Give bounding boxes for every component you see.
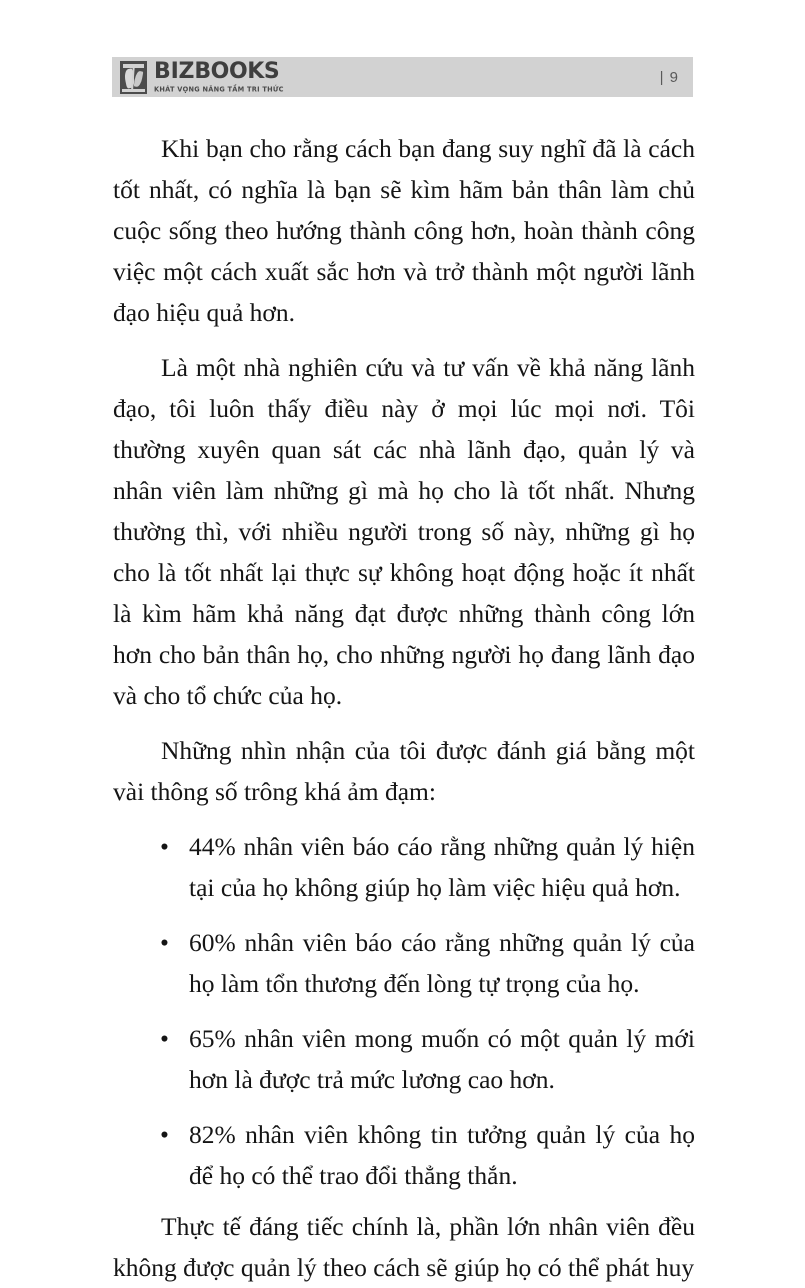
- bullet-icon: •: [160, 1120, 169, 1149]
- bizbooks-logo: [112, 59, 284, 95]
- list-item: [113, 1018, 695, 1100]
- paragraph-4: Thực tế đáng tiếc chính là, phần lớn nhân viên đều không được quản lý theo cách sẽ giúp họ có thể phát huy: [113, 1212, 695, 1282]
- brand-wordmark: [154, 59, 284, 94]
- bullet-icon: •: [160, 928, 169, 957]
- paragraph-1: Khi bạn cho rằng cách bạn đang suy nghĩ đã là cách tốt nhất, có nghĩa là bạn sẽ kìm hãm bản thân làm chủ cuộc sống theo hướng thành công hơn, hoàn thành công việc một cách xuất sắc hơn và trở thành một người lãnh đạo hiệu quả hơn.: [113, 134, 695, 327]
- page-body: [113, 128, 695, 1288]
- paragraph-2: Là một nhà nghiên cứu và tư vấn về khả năng lãnh đạo, tôi luôn thấy điều này ở mọi lúc mọi nơi. Tôi thường xuyên quan sát các nhà lãnh đạo, quản lý và nhân viên làm những gì mà họ cho là tốt nhất. Nhưng thường thì, với nhiều người trong số này, những gì họ cho là tốt nhất lại thực sự không hoạt động hoặc ít nhất là kìm hãm khả năng đạt được những thành công lớn hơn cho bản thân họ, cho những người họ đang lãnh đạo và cho tổ chức của họ.: [113, 353, 695, 710]
- list-item: [113, 826, 695, 908]
- brand-name-biz: BIZ: [154, 59, 195, 84]
- list-item-text: 44% nhân viên báo cáo rằng những quản lý hiện tại của họ không giúp họ làm việc hiệu quả hơn.: [189, 832, 695, 902]
- paragraph-3: Những nhìn nhận của tôi được đánh giá bằng một vài thông số trông khá ảm đạm:: [113, 736, 695, 806]
- page-number: | 9: [659, 68, 679, 86]
- list-item-text: 82% nhân viên không tin tưởng quản lý của họ để họ có thể trao đổi thẳng thắn.: [189, 1120, 695, 1190]
- statistics-list: [113, 826, 695, 1196]
- bullet-icon: •: [160, 1024, 169, 1053]
- list-item: [113, 922, 695, 1004]
- open-book-flame-icon: [120, 61, 147, 94]
- list-item-text: 65% nhân viên mong muốn có một quản lý mới hơn là được trả mức lương cao hơn.: [189, 1024, 695, 1094]
- bullet-icon: •: [160, 832, 169, 861]
- list-item: [113, 1114, 695, 1196]
- brand-tagline: KHÁT VỌNG NÂNG TẦM TRI THỨC: [154, 85, 284, 94]
- list-item-text: 60% nhân viên báo cáo rằng những quản lý của họ làm tổn thương đến lòng tự trọng của họ.: [189, 928, 695, 998]
- brand-name-books: BOOKS: [194, 59, 280, 84]
- running-header: [112, 57, 693, 97]
- brand-name: [154, 61, 284, 83]
